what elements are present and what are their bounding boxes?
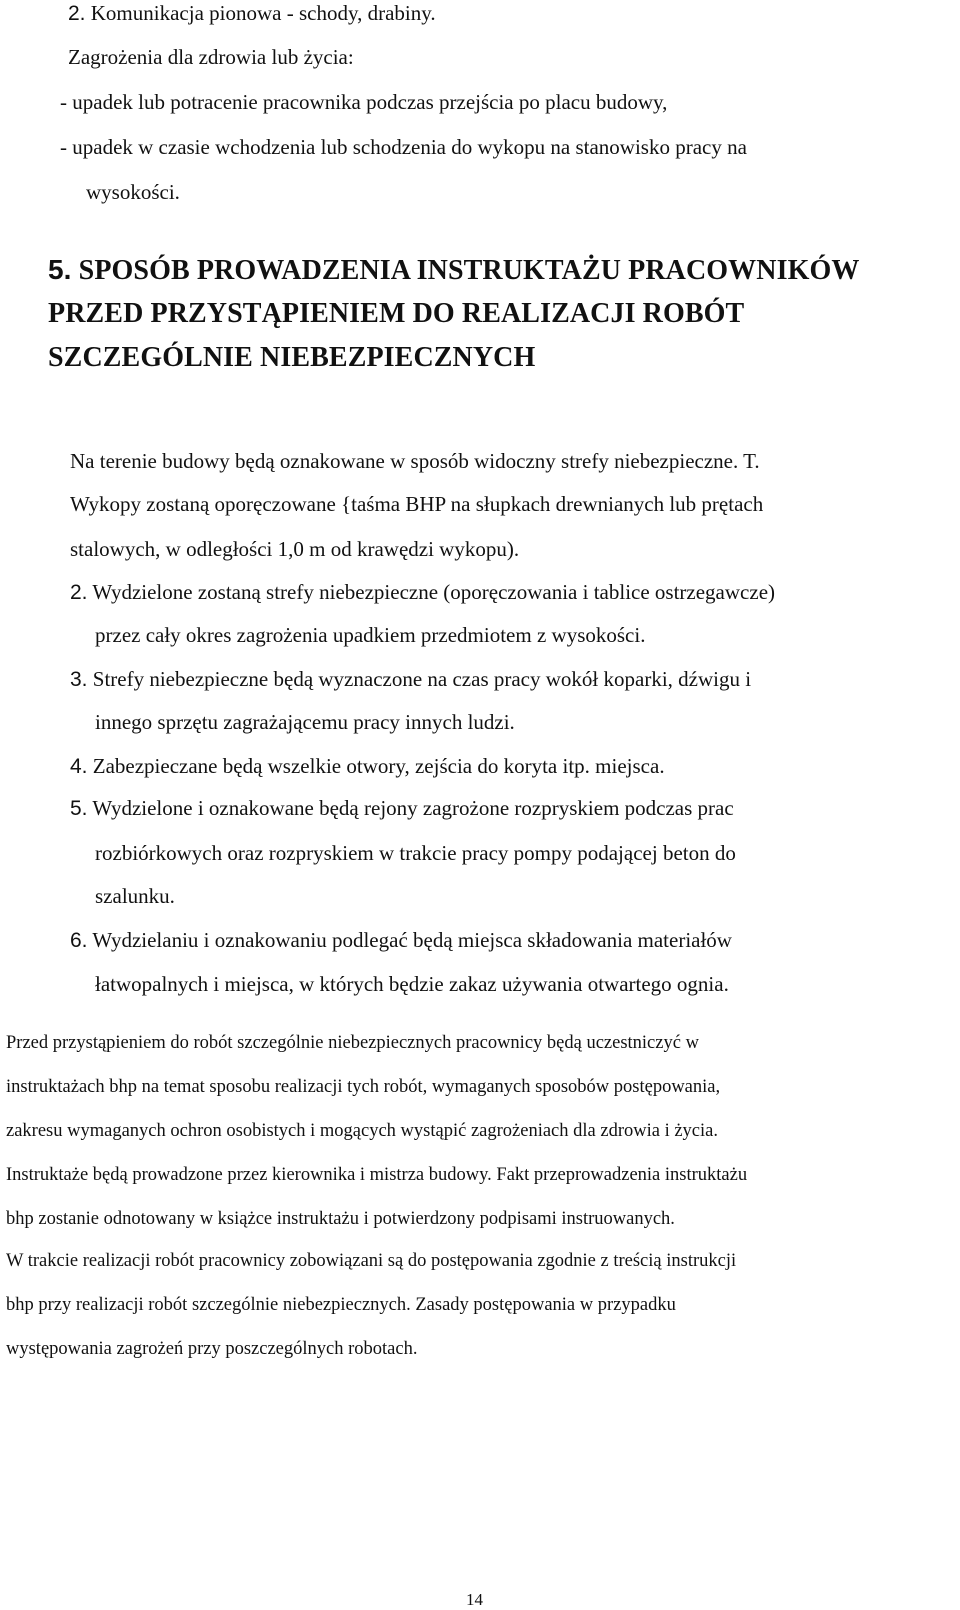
hazard-line: - upadek w czasie wchodzenia lub schodzenia do wykopu na stanowisko pracy na [60, 135, 747, 159]
paragraph-line: bhp przy realizacji robót szczególnie niebezpiecznych. Zasady postępowania w przypadku [6, 1295, 676, 1315]
item-number: 6. [70, 929, 88, 952]
paragraph-line: Instruktaże będą prowadzone przez kierownika i mistrza budowy. Fakt przeprowadzenia instruktażu [6, 1165, 748, 1185]
paragraph-line: stalowych, w odległości 1,0 m od krawędzi wykopu). [70, 537, 520, 561]
paragraph-line: instruktażach bhp na temat sposobu realizacji tych robót, wymaganych sposobów postępowania, [6, 1077, 721, 1097]
item-text: rozbiórkowych oraz rozpryskiem w trakcie pracy pompy podającej beton do [95, 841, 736, 865]
hazards-label: Zagrożenia dla zdrowia lub życia: [68, 45, 354, 69]
item-text: przez cały okres zagrożenia upadkiem przedmiotem z wysokości. [95, 623, 646, 647]
item-text: innego sprzętu zagrażającemu pracy innych ludzi. [95, 710, 515, 734]
paragraph-line: bhp zostanie odnotowany w książce instruktażu i potwierdzony podpisami instruowanych. [6, 1209, 675, 1229]
item-text: Wydzielone i oznakowane będą rejony zagrożone rozpryskiem podczas prac [92, 796, 734, 820]
item-text: Wydzielone zostaną strefy niebezpieczne (oporęczowania i tablice ostrzegawcze) [92, 580, 776, 604]
item-number: 2. [70, 581, 88, 604]
paragraph-line: Na terenie budowy będą oznakowane w sposób widoczny strefy niebezpieczne. T. [70, 449, 760, 473]
item-text: Strefy niebezpieczne będą wyznaczone na czas pracy wokół koparki, dźwigu i [92, 667, 752, 691]
section-heading [48, 253, 859, 288]
page-number: 14 [466, 1590, 483, 1609]
list-item [70, 795, 734, 822]
list-item [70, 666, 751, 693]
section-heading-line: SPOSÓB PROWADZENIA INSTRUKTAŻU PRACOWNIKÓW [78, 255, 860, 286]
paragraph-line: W trakcie realizacji robót pracownicy zobowiązani są do postępowania zgodnie z treścią instrukcji [6, 1251, 737, 1271]
paragraph-line: zakresu wymaganych ochron osobistych i mogących wystąpić zagrożeniach dla zdrowia i życia. [6, 1121, 718, 1141]
item-number: 2. [68, 2, 86, 25]
item-text: łatwopalnych i miejsca, w których będzie zakaz używania otwartego ognia. [95, 972, 729, 996]
list-item [70, 579, 775, 606]
item-number: 3. [70, 668, 88, 691]
hazard-line: - upadek lub potracenie pracownika podczas przejścia po placu budowy, [60, 90, 668, 114]
item-text: Zabezpieczane będą wszelkie otwory, zejścia do koryta itp. miejsca. [92, 754, 665, 778]
section-number: 5. [48, 254, 72, 285]
item-title: Komunikacja pionowa - schody, drabiny. [90, 1, 436, 25]
paragraph-line: Wykopy zostaną oporęczowane {taśma BHP na słupkach drewnianych lub prętach [70, 492, 764, 516]
item-text: szalunku. [95, 884, 175, 908]
paragraph-line: Przed przystąpieniem do robót szczególnie niebezpiecznych pracownicy będą uczestniczyć w [6, 1033, 699, 1053]
hazard-line-continued: wysokości. [86, 180, 180, 204]
list-item [68, 0, 436, 27]
section-heading-line: PRZED PRZYSTĄPIENIEM DO REALIZACJI ROBÓT [48, 298, 745, 329]
section-heading-line: SZCZEGÓLNIE NIEBEZPIECZNYCH [48, 342, 536, 373]
list-item [70, 753, 665, 780]
item-number: 4. [70, 755, 88, 778]
item-number: 5. [70, 797, 88, 820]
list-item [70, 927, 732, 954]
paragraph-line: występowania zagrożeń przy poszczególnych robotach. [6, 1339, 418, 1359]
item-text: Wydzielaniu i oznakowaniu podlegać będą miejsca składowania materiałów [92, 928, 732, 952]
